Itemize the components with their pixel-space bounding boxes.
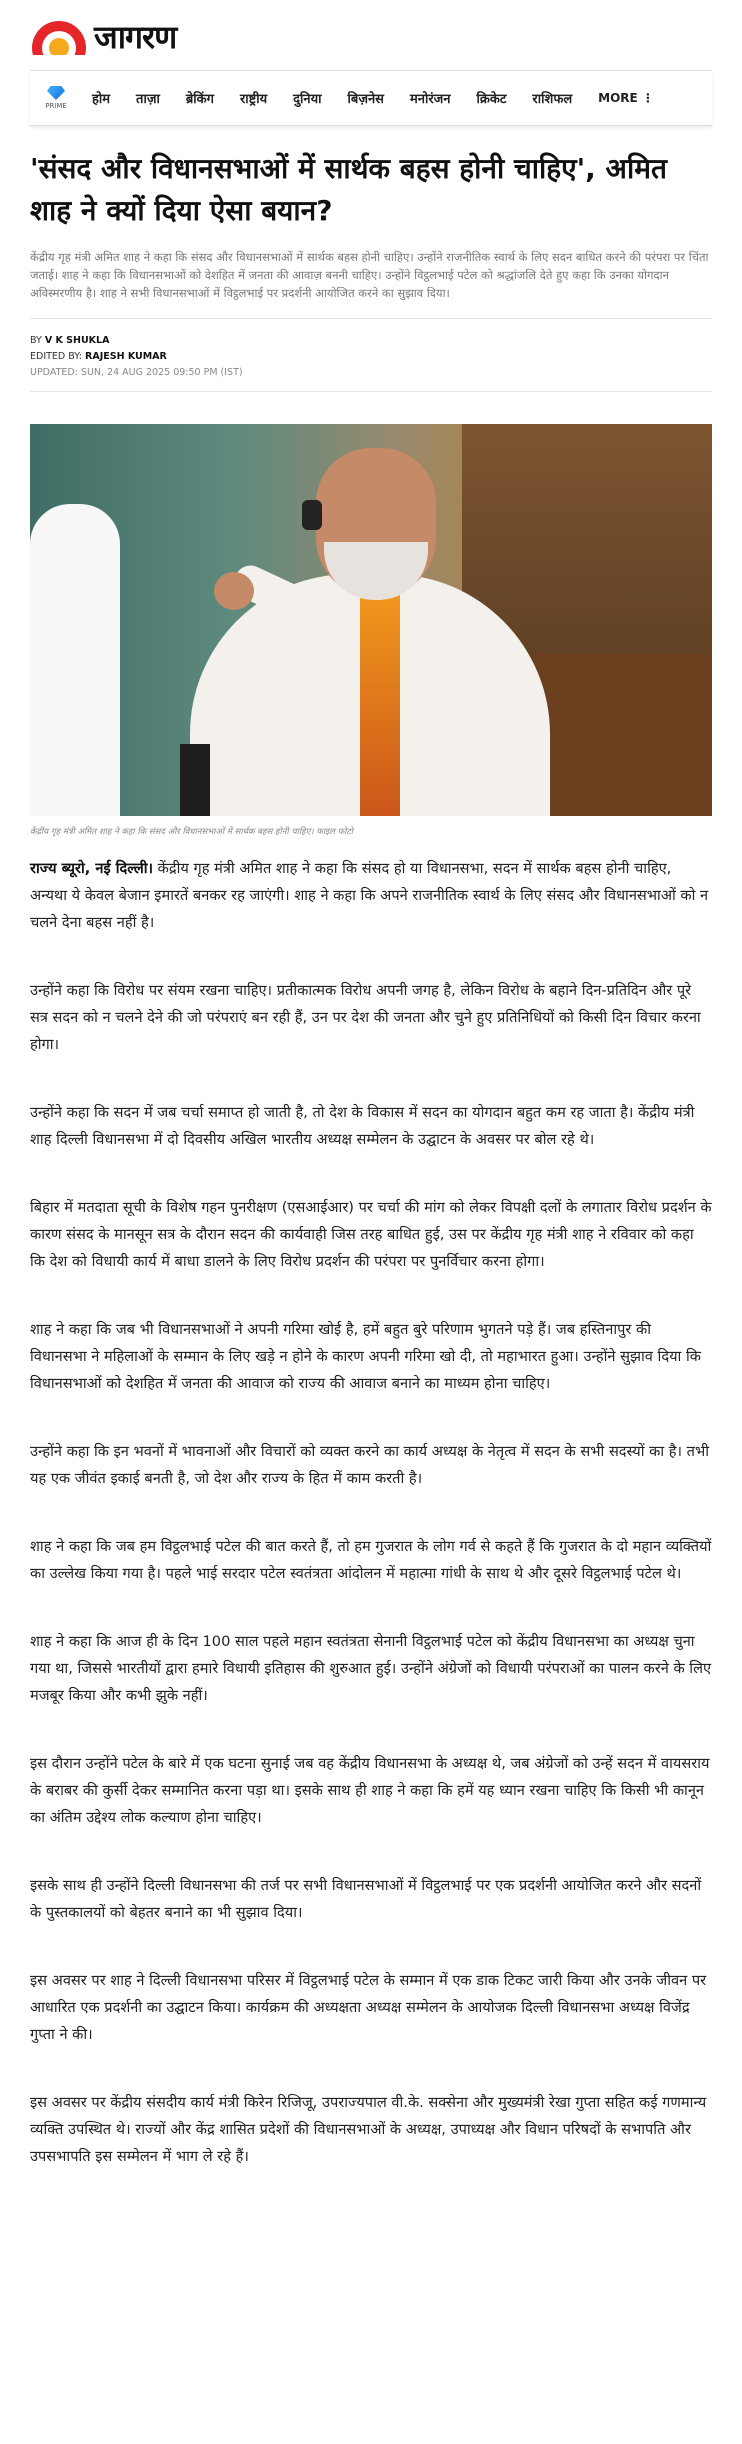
prime-badge[interactable] [40,86,72,110]
article-paragraph: शाह ने कहा कि जब हम विट्ठलभाई पटेल की बात करते हैं, तो हम गुजरात के लोग गर्व से कहते हैं कि गुजरात के दो महान व्यक्तियों का उल्लेख किया गया है। पहले भाई सरदार पटेल स्वतंत्रता आंदोलन में महात्मा गांधी के साथ थे और दूसरे विट्ठलभाई पटेल थे। [30,1538,712,1582]
article-paragraph: शाह ने कहा कि जब भी विधानसभाओं ने अपनी गरिमा खोई है, हमें बहुत बुरे परिणाम भुगतने पड़े हैं। जब हस्तिनापुर की विधानसभा ने महिलाओं के सम्मान के लिए खड़े न होने के कारण अपनी गरिमा खो दी, तो महाभारत हुआ। उन्होंने सुझाव दिया कि विधानसभाओं को देशहित में जनता की आवाज को राज्य की आवाज बनाने का माध्यम होना चाहिए। [30,1321,701,1392]
article-paragraph: इस अवसर पर शाह ने दिल्ली विधानसभा परिसर में विट्ठलभाई पटेल के सम्मान में एक डाक टिकट जारी किया और उनके जीवन पर आधारित एक प्रदर्शनी का उद्घाटन किया। कार्यक्रम की अध्यक्षता अध्यक्ष सम्मेलन के आयोजक दिल्ली विधानसभा अध्यक्ष विजेंद्र गुप्ता ने की। [30,1972,707,2043]
prime-badge-label: PRIME [45,102,67,110]
nav-item-world[interactable]: दुनिया [293,92,322,107]
article-paragraph: इसके साथ ही उन्होंने दिल्ली विधानसभा की तर्ज पर सभी विधानसभाओं में विट्ठलभाई पर एक प्रदर्शनी आयोजित करने और सदनों के पुस्तकालयों को बेहतर बनाने का भी सुझाव दिया। [30,1877,702,1921]
article-paragraph: इस दौरान उन्होंने पटेल के बारे में एक घटना सुनाई जब वह केंद्रीय विधानसभा के अध्यक्ष थे, जब अंग्रेजों को उन्हें सदन में वायसराय के बराबर की कुर्सी देकर सम्मानित करना पड़ा था। इसके साथ ही शाह ने कहा कि हमें यह ध्यान रखना चाहिए कि किसी भी कानून का अंतिम उद्देश्य लोक कल्याण होना चाहिए। [30,1755,710,1826]
nav-item-horoscope[interactable]: राशिफल [532,92,573,107]
article-headline: 'संसद और विधानसभाओं में सार्थक बहस होनी चाहिए', अमित शाह ने क्यों दिया ऐसा बयान? [30,152,667,227]
article-paragraph: शाह ने कहा कि आज ही के दिन 100 साल पहले महान स्वतंत्रता सेनानी विट्ठलभाई पटेल को केंद्रीय विधानसभा का अध्यक्ष चुना गया था, जिससे भारतीयों द्वारा हमारे विधायी इतिहास की शुरुआत हुई। उन्होंने अंग्रेजों को विधायी परंपराओं का पालन करने के लिए मजबूर किया और कभी झुके नहीं। [30,1633,712,1704]
article-paragraph: बिहार में मतदाता सूची के विशेष गहन पुनरीक्षण (एसआईआर) पर चर्चा की मांग को लेकर विपक्षी दलों के लगातार विरोध प्रदर्शन के कारण संसद के मानसून सत्र के दौरान सदन की कार्यवाही जिस तरह बाधित हुई, उस पर केंद्रीय गृह मंत्री शाह ने रविवार को कहा कि देश को विधायी कार्य में बाधा डालने के लिए विरोध प्रदर्शन की परंपरा पर पुनर्विचार करना होगा। [30,1199,712,1270]
site-logo-text[interactable]: जागरण [94,18,177,56]
nav-item-latest[interactable]: ताज़ा [136,92,160,107]
nav-item-national[interactable]: राष्ट्रीय [239,92,268,107]
divider [30,391,712,392]
nav-item-entertainment[interactable]: मनोरंजन [409,92,451,107]
divider [30,318,712,319]
article-paragraph: उन्होंने कहा कि इन भवनों में भावनाओं और विचारों को व्यक्त करने का कार्य अध्यक्ष के नेतृत्व में सदन के सभी सदस्यों का है। तभी यह एक जीवंत इकाई बनती है, जो देश और राज्य के हित में काम करती है। [30,1443,710,1487]
site-header [0,0,742,64]
article-paragraph: राज्य ब्यूरो, नई दिल्ली। केंद्रीय गृह मंत्री अमित शाह ने कहा कि संसद हो या विधानसभा, सदन में सार्थक बहस होनी चाहिए, अन्यथा ये केवल बेजान इमारतें बनकर रह जाएंगी। शाह ने कहा कि अपने राजनीतिक स्वार्थ के लिए संसद और विधानसभाओं को न चलने देना बहस नहीं है। [30,860,709,931]
editor-name: RAJESH KUMAR [85,351,167,362]
edited-by-label: EDITED BY: [30,351,82,362]
author-name[interactable]: V K SHUKLA [44,335,110,346]
nav-item-home[interactable]: होम [92,92,111,107]
image-caption: केंद्रीय गृह मंत्री अमित शाह ने कहा कि संसद और विधानसभाओं में सार्थक बहस होनी चाहिए। फाइल फोटो [30,827,353,837]
article-paragraph: उन्होंने कहा कि सदन में जब चर्चा समाप्त हो जाती है, तो देश के विकास में सदन का योगदान बहुत कम रह जाता है। केंद्रीय मंत्री शाह दिल्ली विधानसभा में दो दिवसीय अखिल भारतीय अध्यक्ष सम्मेलन के उद्घाटन के अवसर पर बोल रहे थे। [30,1104,695,1148]
dateline: राज्य ब्यूरो, नई दिल्ली। [30,860,154,877]
jagran-sun-logo-icon[interactable] [30,19,88,55]
by-label: BY [30,335,42,346]
nav-item-breaking[interactable]: ब्रेकिंग [185,92,214,107]
article-paragraph: इस अवसर पर केंद्रीय संसदीय कार्य मंत्री किरेन रिजिजू, उपराज्यपाल वी.के. सक्सेना और मुख्यमंत्री रेखा गुप्ता सहित कई गणमान्य व्यक्ति उपस्थित थे। राज्यों और केंद्र शासित प्रदेशों की विधानसभाओं के अध्यक्ष, उपाध्यक्ष और विधान परिषदों के सभापति और उपसभापति इस सम्मेलन में भाग ले रहे हैं। [30,2094,707,2165]
nav-item-cricket[interactable]: क्रिकेट [476,92,507,107]
article-paragraph: उन्होंने कहा कि विरोध पर संयम रखना चाहिए। प्रतीकात्मक विरोध अपनी जगह है, लेकिन विरोध के बहाने दिन-प्रतिदिन और पूरे सत्र सदन को न चलने देने की जो परंपराएं बन रही हैं, उन पर देश की जनता और चुने हुए प्रतिनिधियों को किसी दिन विचार करना होगा। [30,982,701,1053]
article-summary: केंद्रीय गृह मंत्री अमित शाह ने कहा कि संसद और विधानसभाओं में सार्थक बहस होनी चाहिए। उन्होंने राजनीतिक स्वार्थ के लिए सदन बाधित करने की परंपरा पर चिंता जताई। शाह ने कहा कि विधानसभाओं को देशहित में जनता की आवाज़ बननी चाहिए। उन्होंने विट्ठलभाई पटेल को श्रद्धांजलि देते हुए कहा कि उनका योगदान अविस्मरणीय है। शाह ने सभी विधानसभाओं में विट्ठलभाई पर प्रदर्शनी आयोजित करने का सुझाव दिया। [30,250,709,300]
article-byline [30,333,712,381]
diamond-icon [47,86,65,100]
article-hero-image [30,424,712,816]
nav-more-button[interactable]: MORE ⋮ [598,91,654,105]
article-body [30,855,712,2170]
updated-timestamp: UPDATED: SUN, 24 AUG 2025 09:50 PM (IST) [30,367,243,378]
main-nav [30,70,712,126]
nav-item-business[interactable]: बिज़नेस [347,92,384,107]
